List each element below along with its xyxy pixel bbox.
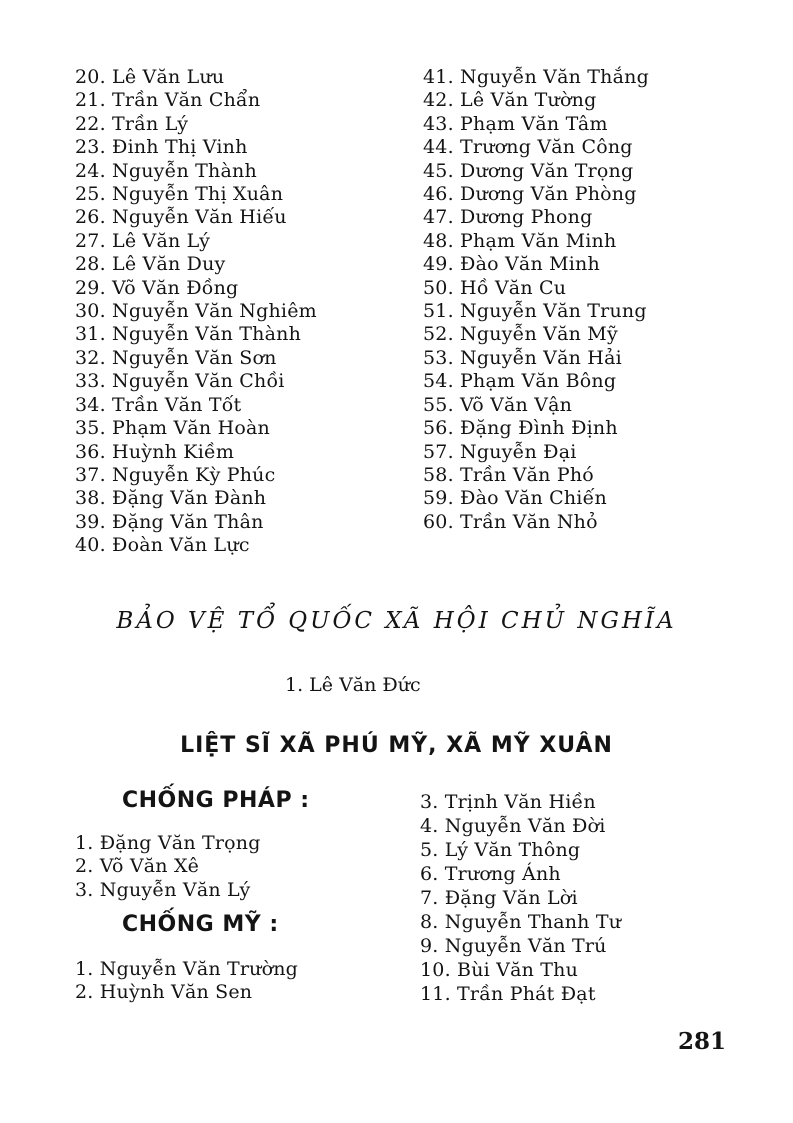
list-item: 34. Trần Văn Tốt: [75, 393, 242, 416]
list-item: 25. Nguyễn Thị Xuân: [75, 183, 284, 206]
list-item: 52. Nguyễn Văn Mỹ: [423, 323, 618, 346]
list-item: 23. Đinh Thị Vinh: [75, 136, 248, 159]
chong-my-list: [75, 958, 298, 1005]
list-item: 38. Đặng Văn Đành: [75, 487, 267, 510]
list-item: 28. Lê Văn Duy: [75, 253, 226, 276]
subheading-chong-phap: CHỐNG PHÁP :: [122, 788, 310, 813]
list-item: 58. Trần Văn Phó: [423, 463, 594, 486]
page-number: 281: [678, 1028, 727, 1055]
list-item: 50. Hồ Văn Cu: [423, 276, 567, 299]
martyr-list-left-column: [75, 66, 317, 558]
list-item: 60. Trần Văn Nhỏ: [423, 510, 598, 533]
list-item: 30. Nguyễn Văn Nghiêm: [75, 300, 317, 323]
section-heading-liet-si: LIỆT SĨ XÃ PHÚ MỸ, XÃ MỸ XUÂN: [180, 733, 613, 758]
list-item: 40. Đoàn Văn Lực: [75, 534, 250, 557]
list-item: 3. Nguyễn Văn Lý: [75, 878, 251, 901]
list-item: 55. Võ Văn Vận: [423, 393, 573, 416]
list-item: 47. Dương Phong: [423, 206, 593, 229]
list-item: 8. Nguyễn Thanh Tư: [420, 911, 622, 933]
list-item: 10. Bùi Văn Thu: [420, 959, 579, 981]
list-item: 31. Nguyễn Văn Thành: [75, 323, 302, 346]
list-item: 37. Nguyễn Kỳ Phúc: [75, 463, 276, 486]
list-item: 35. Phạm Văn Hoàn: [75, 417, 270, 440]
section-heading-bao-ve-to-quoc: BẢO VỆ TỔ QUỐC XÃ HỘI CHỦ NGHĨA: [116, 608, 677, 634]
list-item: 41. Nguyễn Văn Thắng: [423, 66, 649, 88]
list-item: 1. Nguyễn Văn Trường: [75, 958, 299, 980]
liet-si-right-column: [420, 790, 621, 1006]
list-item: 51. Nguyễn Văn Trung: [423, 300, 647, 323]
list-item: 4. Nguyễn Văn Đời: [420, 815, 606, 837]
list-item: 21. Trần Văn Chẩn: [75, 89, 261, 112]
list-item: 44. Trương Văn Công: [423, 136, 633, 159]
list-item: 9. Nguyễn Văn Trú: [420, 935, 607, 957]
list-item: 49. Đào Văn Minh: [423, 253, 600, 276]
list-item: 39. Đặng Văn Thân: [75, 510, 264, 533]
list-item: 43. Phạm Văn Tâm: [423, 112, 608, 135]
list-item: 56. Đặng Đình Định: [423, 417, 618, 440]
list-item: 42. Lê Văn Tường: [423, 89, 597, 112]
list-item: 20. Lê Văn Lưu: [75, 66, 225, 88]
list-item: 2. Võ Văn Xê: [75, 855, 200, 878]
list-item: 27. Lê Văn Lý: [75, 229, 211, 252]
list-item: 33. Nguyễn Văn Chồi: [75, 370, 285, 393]
list-item: 48. Phạm Văn Minh: [423, 229, 617, 252]
list-item: 1. Lê Văn Đức: [285, 674, 421, 696]
list-item: 11. Trần Phát Đạt: [420, 983, 596, 1005]
subheading-chong-my: CHỐNG MỸ :: [122, 912, 279, 937]
list-item: 5. Lý Văn Thông: [420, 839, 581, 861]
list-item: 46. Dương Văn Phòng: [423, 183, 637, 206]
list-item: 59. Đào Văn Chiến: [423, 487, 607, 510]
list-item: 57. Nguyễn Đại: [423, 440, 577, 463]
list-item: 54. Phạm Văn Bông: [423, 370, 617, 393]
list-item: 24. Nguyễn Thành: [75, 159, 257, 182]
list-item: 53. Nguyễn Văn Hải: [423, 346, 622, 369]
list-item: 36. Huỳnh Kiềm: [75, 440, 235, 463]
list-item: 1. Đặng Văn Trọng: [75, 832, 261, 854]
list-item: 22. Trần Lý: [75, 112, 189, 135]
chong-phap-list: [75, 832, 261, 902]
martyr-list-right-column: [423, 66, 649, 534]
list-item: 7. Đặng Văn Lời: [420, 887, 578, 909]
list-item: 26. Nguyễn Văn Hiếu: [75, 206, 287, 229]
list-item: 3. Trịnh Văn Hiền: [420, 791, 596, 813]
list-item: 29. Võ Văn Đồng: [75, 276, 239, 299]
list-item: 2. Huỳnh Văn Sen: [75, 981, 253, 1004]
list-item: 32. Nguyễn Văn Sơn: [75, 346, 277, 369]
list-item: 45. Dương Văn Trọng: [423, 159, 634, 182]
list-item: 6. Trương Ánh: [420, 863, 561, 885]
